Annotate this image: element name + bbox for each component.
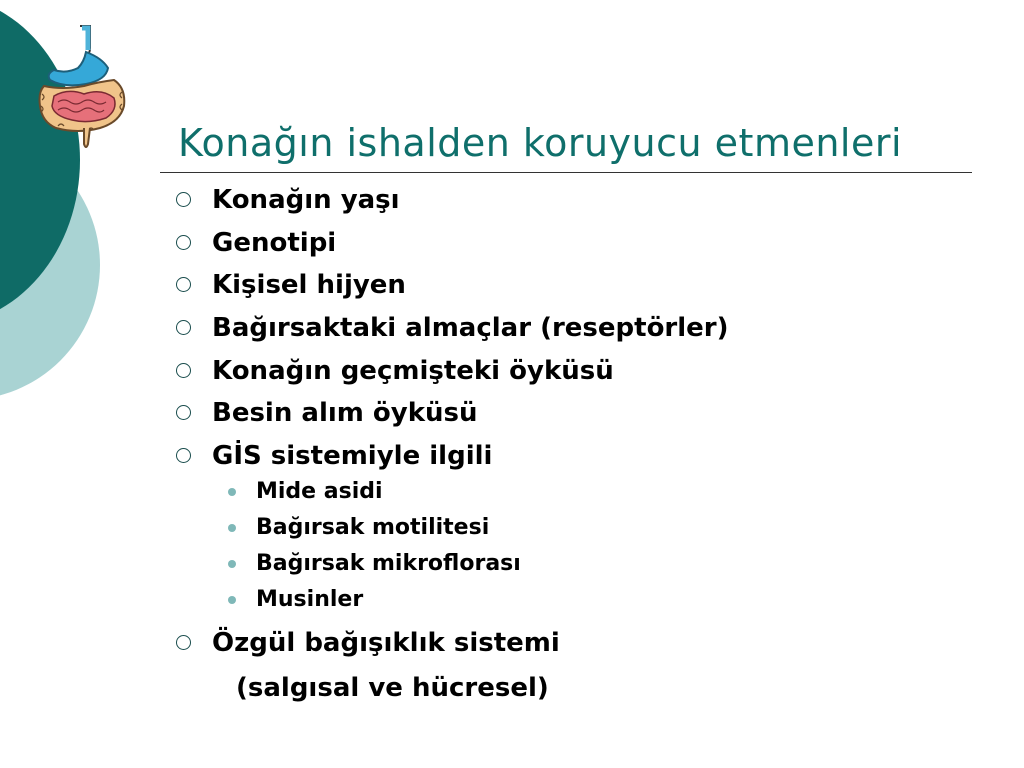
list-item	[170, 265, 729, 308]
list-item-text: Bağırsaktaki almaçlar (reseptörler)	[212, 313, 729, 344]
sub-list-item	[170, 587, 729, 623]
sub-list-container	[170, 479, 729, 623]
sub-list-item-text: Mide asidi	[256, 478, 383, 504]
dot-bullet-icon	[228, 596, 236, 604]
sub-list-item-text: Bağırsak motilitesi	[256, 514, 490, 540]
ring-bullet-icon	[176, 635, 191, 650]
ring-bullet-icon	[176, 363, 191, 378]
dot-bullet-icon	[228, 560, 236, 568]
list-item	[170, 436, 729, 479]
dot-bullet-icon	[228, 488, 236, 496]
list-item	[170, 180, 729, 223]
list-item	[170, 351, 729, 394]
ring-bullet-icon	[176, 192, 191, 207]
ring-bullet-icon	[176, 277, 191, 292]
list-item	[170, 393, 729, 436]
list-item-text: Konağın geçmişteki öyküsü	[212, 355, 614, 386]
list-item-text: Kişisel hijyen	[212, 270, 406, 301]
sub-list-item	[170, 515, 729, 551]
ring-bullet-icon	[176, 235, 191, 250]
slide-title: Konağın ishalden koruyucu etmenleri	[178, 121, 903, 165]
digestive-system-icon	[28, 22, 138, 157]
sub-bullet-list	[170, 479, 729, 623]
list-item-text: Özgül bağışıklık sistemi	[212, 627, 560, 658]
sub-list-item	[170, 479, 729, 515]
dot-bullet-icon	[228, 524, 236, 532]
list-item-text: Konağın yaşı	[212, 185, 400, 215]
ring-bullet-icon	[176, 320, 191, 335]
list-item	[170, 623, 729, 666]
list-item-text: Besin alım öyküsü	[212, 398, 478, 429]
list-item-text: GİS sistemiyle ilgili	[212, 441, 493, 472]
sub-list-item	[170, 551, 729, 587]
list-item-text: Genotipi	[212, 227, 337, 258]
sub-list-item-text: Musinler	[256, 586, 364, 612]
list-item	[170, 223, 729, 266]
ring-bullet-icon	[176, 448, 191, 463]
list-item	[170, 308, 729, 351]
title-underline	[160, 172, 972, 173]
ring-bullet-icon	[176, 405, 191, 420]
list-item-continuation: (salgısal ve hücresel)	[236, 672, 549, 703]
sub-list-item-text: Bağırsak mikroflorası	[256, 550, 521, 576]
bullet-list	[170, 180, 729, 710]
